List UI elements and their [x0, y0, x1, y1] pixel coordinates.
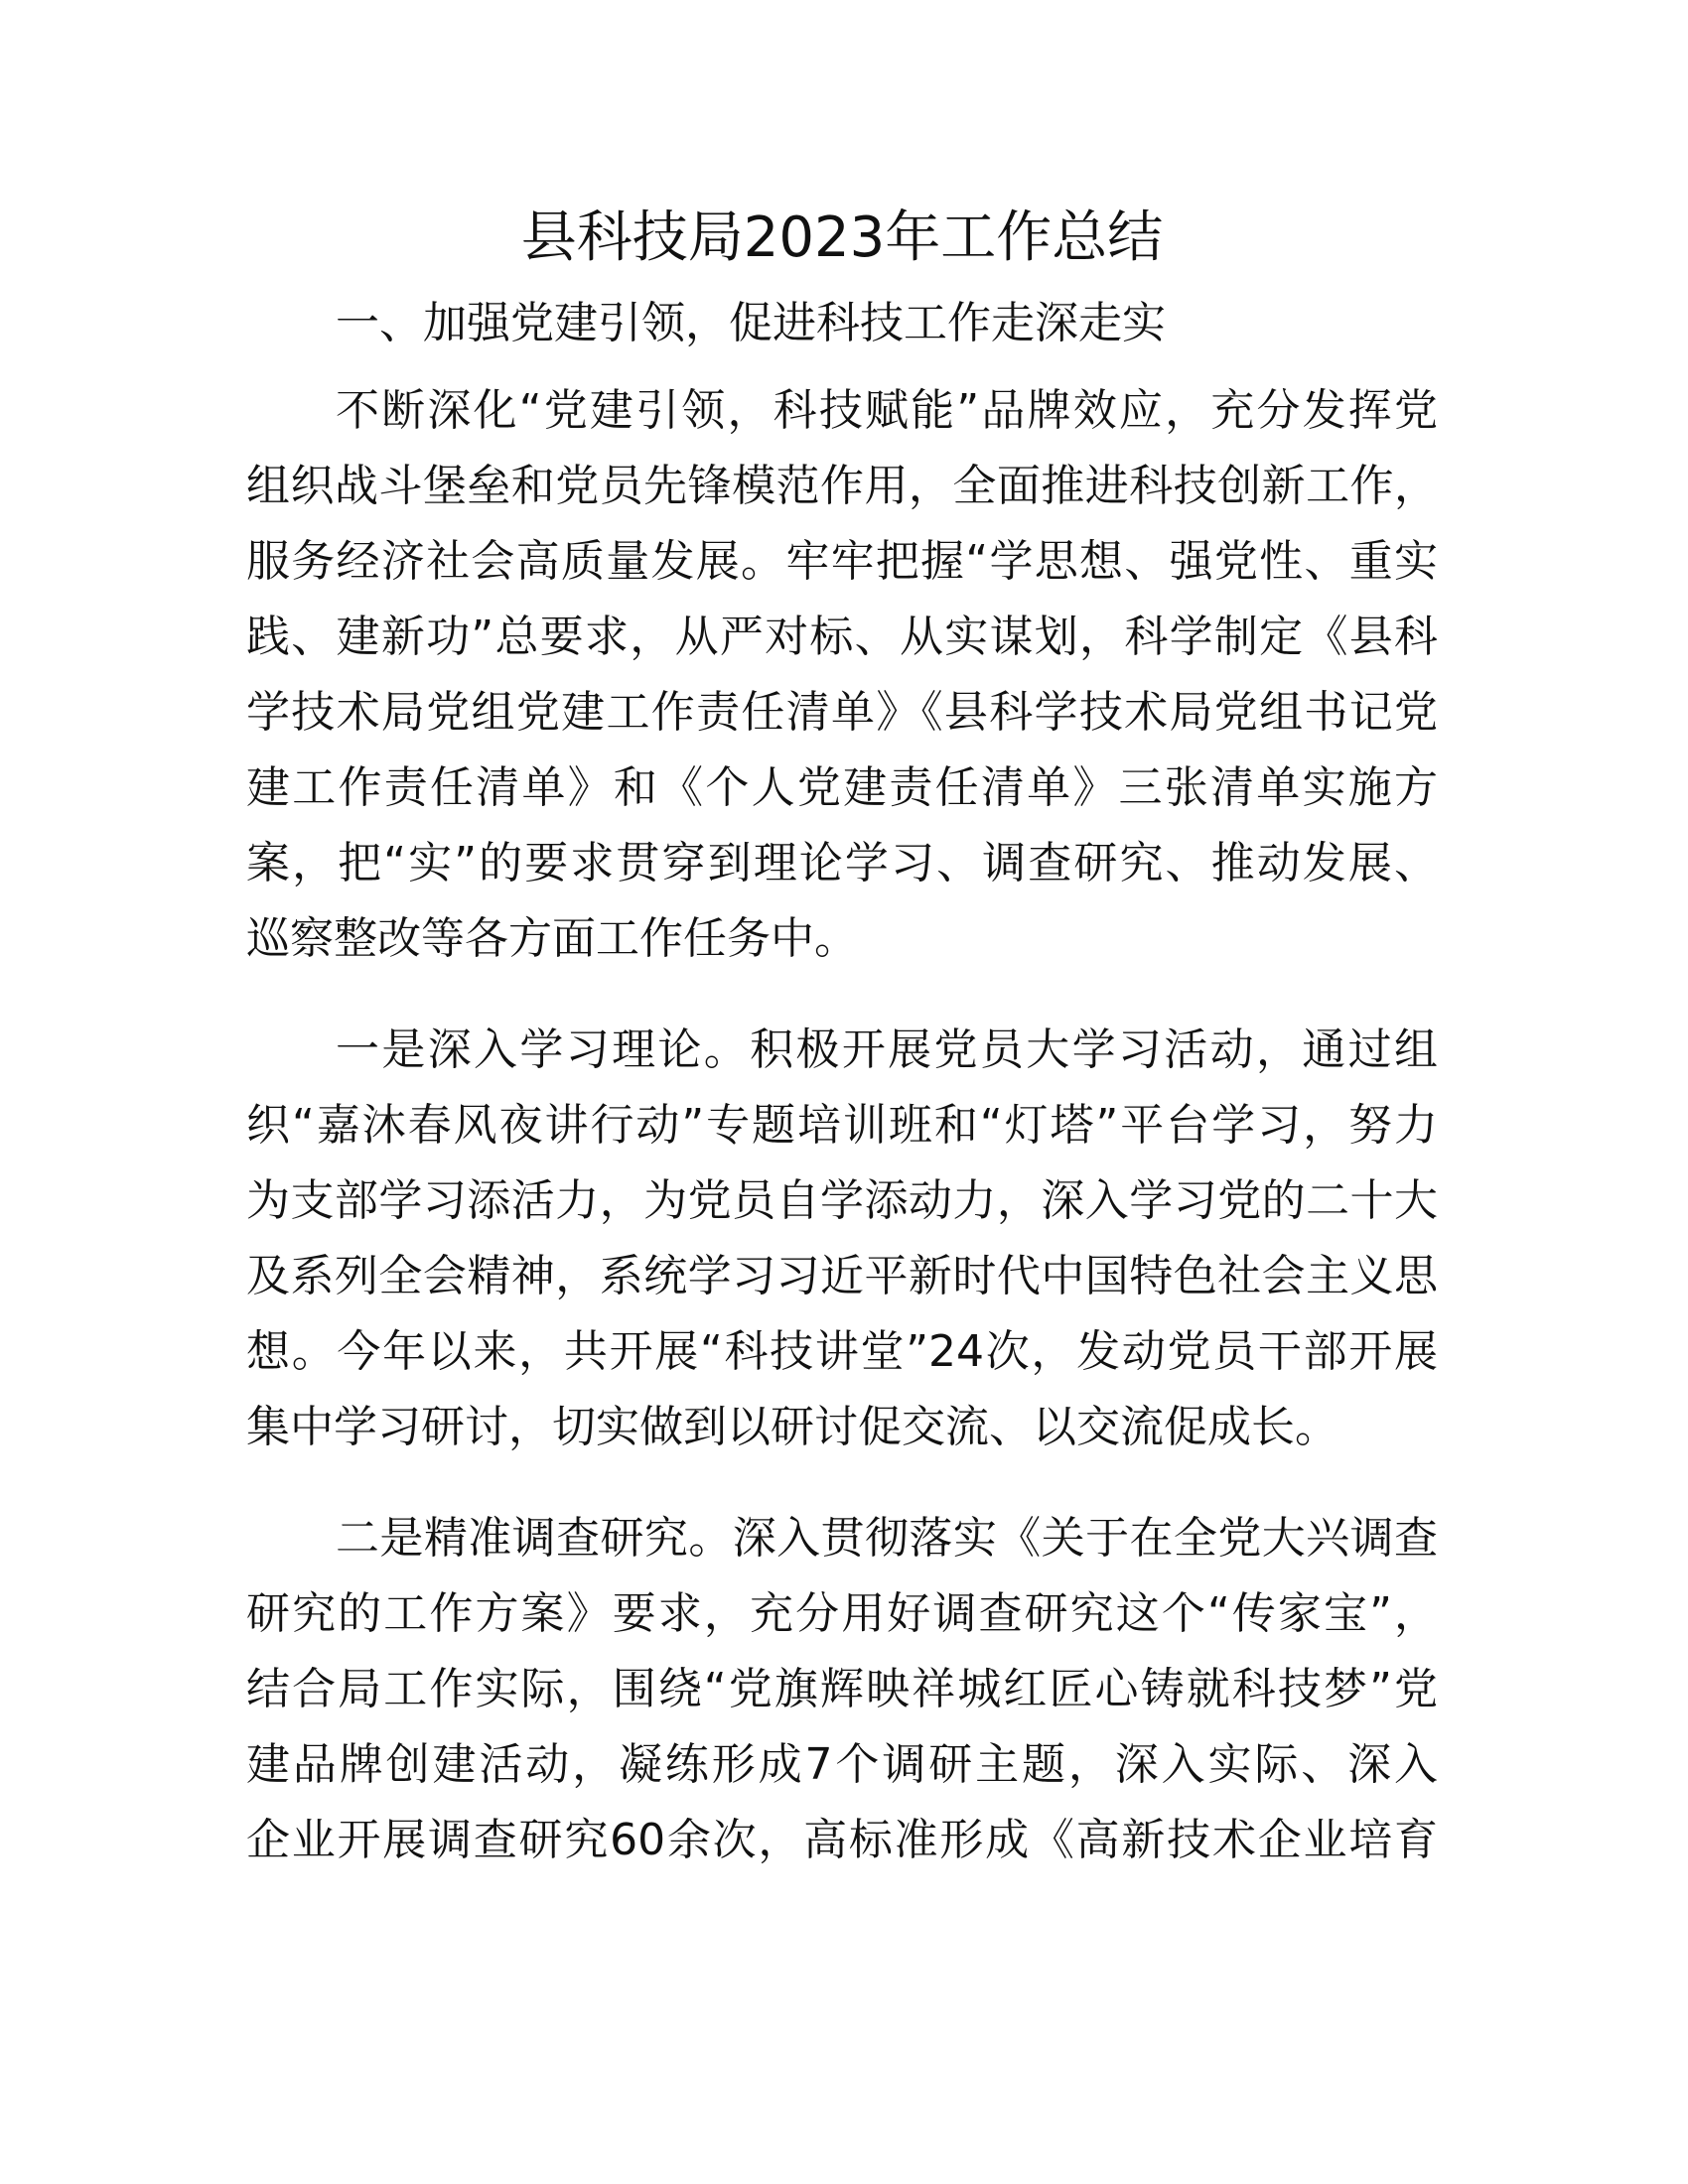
paragraph-line: 及系列全会精神，系统学习习近平新时代中国特色社会主义思 — [246, 1251, 1438, 1301]
paragraph-party-building — [246, 373, 1438, 977]
paragraph-line: 案，把“实”的要求贯穿到理论学习、调查研究、推动发展、 — [246, 838, 1438, 888]
paragraph-line: 研究的工作方案》要求，充分用好调查研究这个“传家宝”， — [246, 1588, 1438, 1639]
paragraph-line: 践、建新功”总要求，从严对标、从实谋划，科学制定《县科 — [246, 612, 1438, 662]
paragraph-line: 一是深入学习理论。积极开展党员大学习活动，通过组 — [336, 1024, 1438, 1075]
paragraph-line: 织“嘉沐春风夜讲行动”专题培训班和“灯塔”平台学习，努力 — [246, 1100, 1438, 1151]
paragraph-line: 集中学习研讨，切实做到以研讨促交流、以交流促成长。 — [246, 1402, 1338, 1452]
document-page — [246, 189, 1438, 1914]
paragraph-study-theory — [246, 1013, 1438, 1465]
paragraph-research — [246, 1501, 1438, 1878]
paragraph-line: 建品牌创建活动，凝练形成7个调研主题，深入实际、深入 — [246, 1739, 1438, 1790]
paragraph-line: 企业开展调查研究60余次，高标准形成《高新技术企业培育 — [246, 1815, 1438, 1865]
paragraph-line: 不断深化“党建引领，科技赋能”品牌效应，充分发挥党 — [336, 385, 1438, 436]
paragraph-line: 建工作责任清单》和《个人党建责任清单》三张清单实施方 — [246, 762, 1438, 813]
document-title: 县科技局2023年工作总结 — [520, 205, 1164, 270]
paragraph-line: 组织战斗堡垒和党员先锋模范作用，全面推进科技创新工作， — [246, 461, 1438, 511]
paragraph-line: 巡察整改等各方面工作任务中。 — [246, 913, 858, 964]
paragraph-line: 学技术局党组党建工作责任清单》《县科学技术局党组书记党 — [246, 687, 1438, 738]
paragraph-line: 二是精准调查研究。深入贯彻落实《关于在全党大兴调查 — [336, 1513, 1438, 1564]
paragraph-line: 结合局工作实际，围绕“党旗辉映祥城红匠心铸就科技梦”党 — [246, 1664, 1438, 1714]
paragraph-line: 服务经济社会高质量发展。牢牢把握“学思想、强党性、重实 — [246, 536, 1438, 587]
section-heading-1: 一、加强党建引领，促进科技工作走深走实 — [336, 298, 1166, 348]
paragraph-line: 为支部学习添活力，为党员自学添动力，深入学习党的二十大 — [246, 1175, 1438, 1226]
paragraph-line: 想。今年以来，共开展“科技讲堂”24次，发动党员干部开展 — [246, 1326, 1438, 1377]
